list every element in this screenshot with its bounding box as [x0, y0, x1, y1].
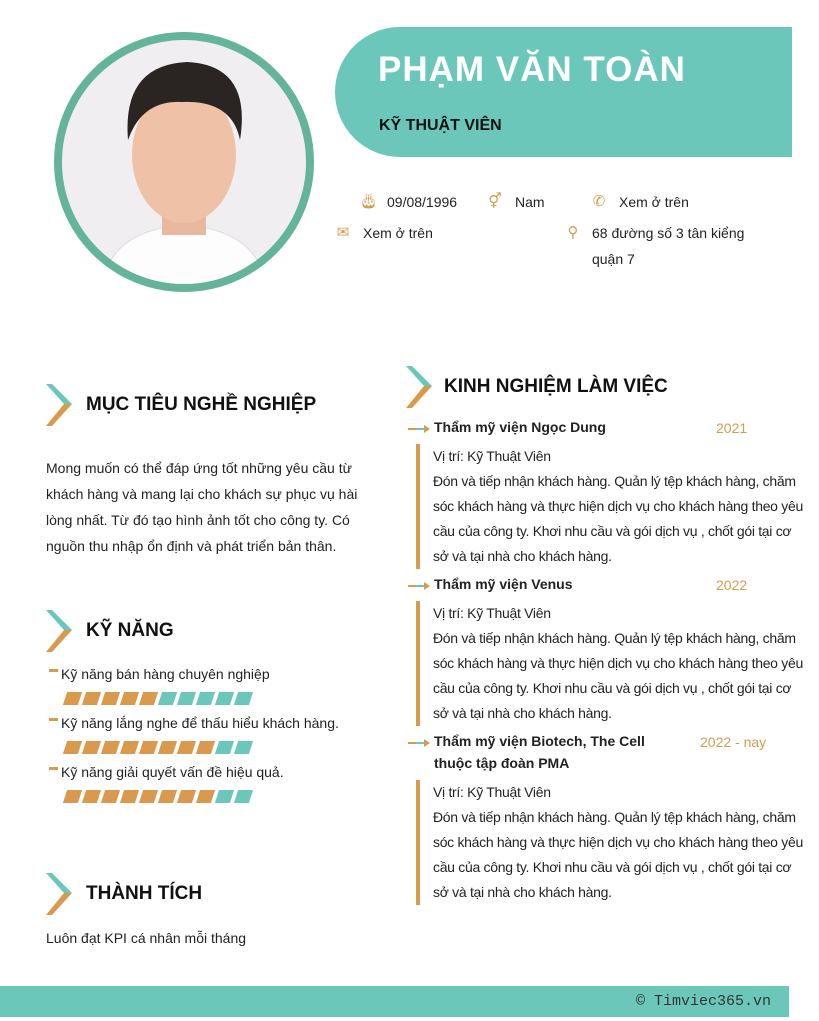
arrow-icon	[408, 424, 430, 434]
rating-segment-empty	[177, 692, 196, 705]
map-marker-icon: ⚲	[567, 224, 579, 241]
phone-info: ✆ Xem ở trên	[591, 189, 689, 215]
rating-segment-empty	[215, 790, 234, 803]
rating-segment-filled	[196, 741, 215, 754]
candidate-role: KỸ THUẬT VIÊN	[379, 117, 502, 134]
skill-label: Kỹ năng bán hàng chuyên nghiệp	[49, 666, 369, 682]
experience-heading: KINH NGHIỆM LÀM VIỆC	[406, 366, 668, 408]
achievements-heading: THÀNH TÍCH	[46, 873, 202, 915]
job-item	[408, 577, 808, 726]
rating-segment-filled	[139, 741, 158, 754]
arrow-icon	[408, 581, 430, 591]
header-banner	[335, 27, 792, 157]
cake-icon: 🎂︎	[359, 193, 379, 210]
job-header	[408, 734, 808, 774]
achievements-text: Luôn đạt KPI cá nhân mỗi tháng	[46, 930, 247, 946]
candidate-name: PHẠM VĂN TOÀN	[378, 50, 686, 89]
job-position: Vị trí: Kỹ Thuật Viên	[433, 448, 551, 464]
job-item	[408, 734, 808, 905]
rating-segment-filled	[82, 692, 101, 705]
dash-icon	[49, 669, 58, 672]
job-year: 2021	[716, 420, 748, 436]
job-position: Vị trí: Kỹ Thuật Viên	[433, 784, 551, 800]
job-item	[408, 420, 808, 569]
rating-segment-filled	[158, 741, 177, 754]
rating-segment-empty	[215, 741, 234, 754]
rating-segment-filled	[63, 790, 82, 803]
job-body	[416, 444, 808, 569]
chevron-icon	[46, 384, 72, 426]
chevron-icon	[406, 366, 432, 408]
avatar-portrait	[62, 40, 306, 284]
skills-list	[49, 666, 369, 813]
footer-bar	[0, 986, 789, 1017]
address-info: ⚲ 68 đường số 3 tân kiểng quận 7	[566, 220, 766, 272]
rating-segment-filled	[101, 741, 120, 754]
job-header	[408, 577, 808, 595]
rating-segment-filled	[139, 692, 158, 705]
rating-segment-filled	[158, 790, 177, 803]
rating-segment-filled	[101, 790, 120, 803]
job-year: 2022 - nay	[700, 734, 767, 750]
job-year: 2022	[716, 577, 748, 593]
rating-segment-filled	[101, 692, 120, 705]
chevron-icon	[46, 610, 72, 652]
job-description: Đón và tiếp nhận khách hàng. Quản lý tệp khách hàng, chăm sóc khách hàng và thực hiện dịch vụ cho khách hàng theo yêu cầu của công ty. Khơi nhu cầu và gói dịch vụ , chốt gói tại cơ sở và tại nhà cho khách hàng.	[433, 630, 803, 721]
job-position: Vị trí: Kỹ Thuật Viên	[433, 605, 551, 621]
skill-rating-bar	[65, 790, 369, 803]
rating-segment-filled	[63, 741, 82, 754]
skill-label: Kỹ năng lắng nghe để thấu hiểu khách hàng.	[49, 715, 369, 731]
dash-icon	[49, 767, 58, 770]
job-description: Đón và tiếp nhận khách hàng. Quản lý tệp khách hàng, chăm sóc khách hàng và thực hiện dịch vụ cho khách hàng theo yêu cầu của công ty. Khơi nhu cầu và gói dịch vụ , chốt gói tại cơ sở và tại nhà cho khách hàng.	[433, 473, 803, 564]
job-company: Thẩm mỹ viện Ngọc Dung	[434, 419, 606, 435]
envelope-icon: ✉	[336, 224, 350, 241]
email-info: ✉ Xem ở trên	[335, 220, 433, 246]
rating-segment-filled	[82, 790, 101, 803]
gender-info: ⚥ Nam	[487, 189, 545, 215]
profile-photo	[54, 32, 314, 292]
skill-rating-bar	[65, 692, 369, 705]
rating-segment-filled	[63, 692, 82, 705]
rating-segment-empty	[234, 790, 253, 803]
skill-item	[49, 764, 369, 803]
skills-heading: KỸ NĂNG	[46, 610, 174, 652]
birthday-info: 🎂︎ 09/08/1996	[359, 189, 457, 215]
job-company: Thẩm mỹ viện Biotech, The Cell thuộc tập đoàn PMA	[434, 733, 645, 771]
rating-segment-empty	[234, 692, 253, 705]
job-body	[416, 780, 808, 905]
dash-icon	[49, 718, 58, 721]
rating-segment-filled	[177, 741, 196, 754]
job-body	[416, 601, 808, 726]
rating-segment-filled	[120, 741, 139, 754]
objective-text: Mong muốn có thể đáp ứng tốt những yêu cầu từ khách hàng và mang lại cho khách sự phục vụ hài lòng nhất. Từ đó tạo hình ảnh tốt cho công ty. Có nguồn thu nhập ổn định và phát triển bản thân.	[46, 460, 358, 554]
rating-segment-filled	[120, 790, 139, 803]
skill-item	[49, 666, 369, 705]
rating-segment-empty	[215, 692, 234, 705]
rating-segment-filled	[196, 790, 215, 803]
objective-heading: MỤC TIÊU NGHỀ NGHIỆP	[46, 384, 316, 426]
skill-item	[49, 715, 369, 754]
rating-segment-filled	[139, 790, 158, 803]
rating-segment-filled	[82, 741, 101, 754]
rating-segment-filled	[177, 790, 196, 803]
phone-icon: ✆	[592, 193, 606, 210]
arrow-icon	[408, 738, 430, 748]
rating-segment-empty	[158, 692, 177, 705]
footer-copyright: © Timviec365.vn	[635, 993, 771, 1010]
rating-segment-empty	[196, 692, 215, 705]
rating-segment-filled	[120, 692, 139, 705]
rating-segment-empty	[234, 741, 253, 754]
skill-label: Kỹ năng giải quyết vấn đề hiệu quả.	[49, 764, 369, 780]
job-company: Thẩm mỹ viện Venus	[434, 576, 573, 592]
job-header	[408, 420, 808, 438]
gender-icon: ⚥	[488, 193, 502, 210]
job-description: Đón và tiếp nhận khách hàng. Quản lý tệp khách hàng, chăm sóc khách hàng và thực hiện dịch vụ cho khách hàng theo yêu cầu của công ty. Khơi nhu cầu và gói dịch vụ , chốt gói tại cơ sở và tại nhà cho khách hàng.	[433, 809, 803, 900]
skill-rating-bar	[65, 741, 369, 754]
experience-list	[408, 420, 808, 913]
chevron-icon	[46, 873, 72, 915]
